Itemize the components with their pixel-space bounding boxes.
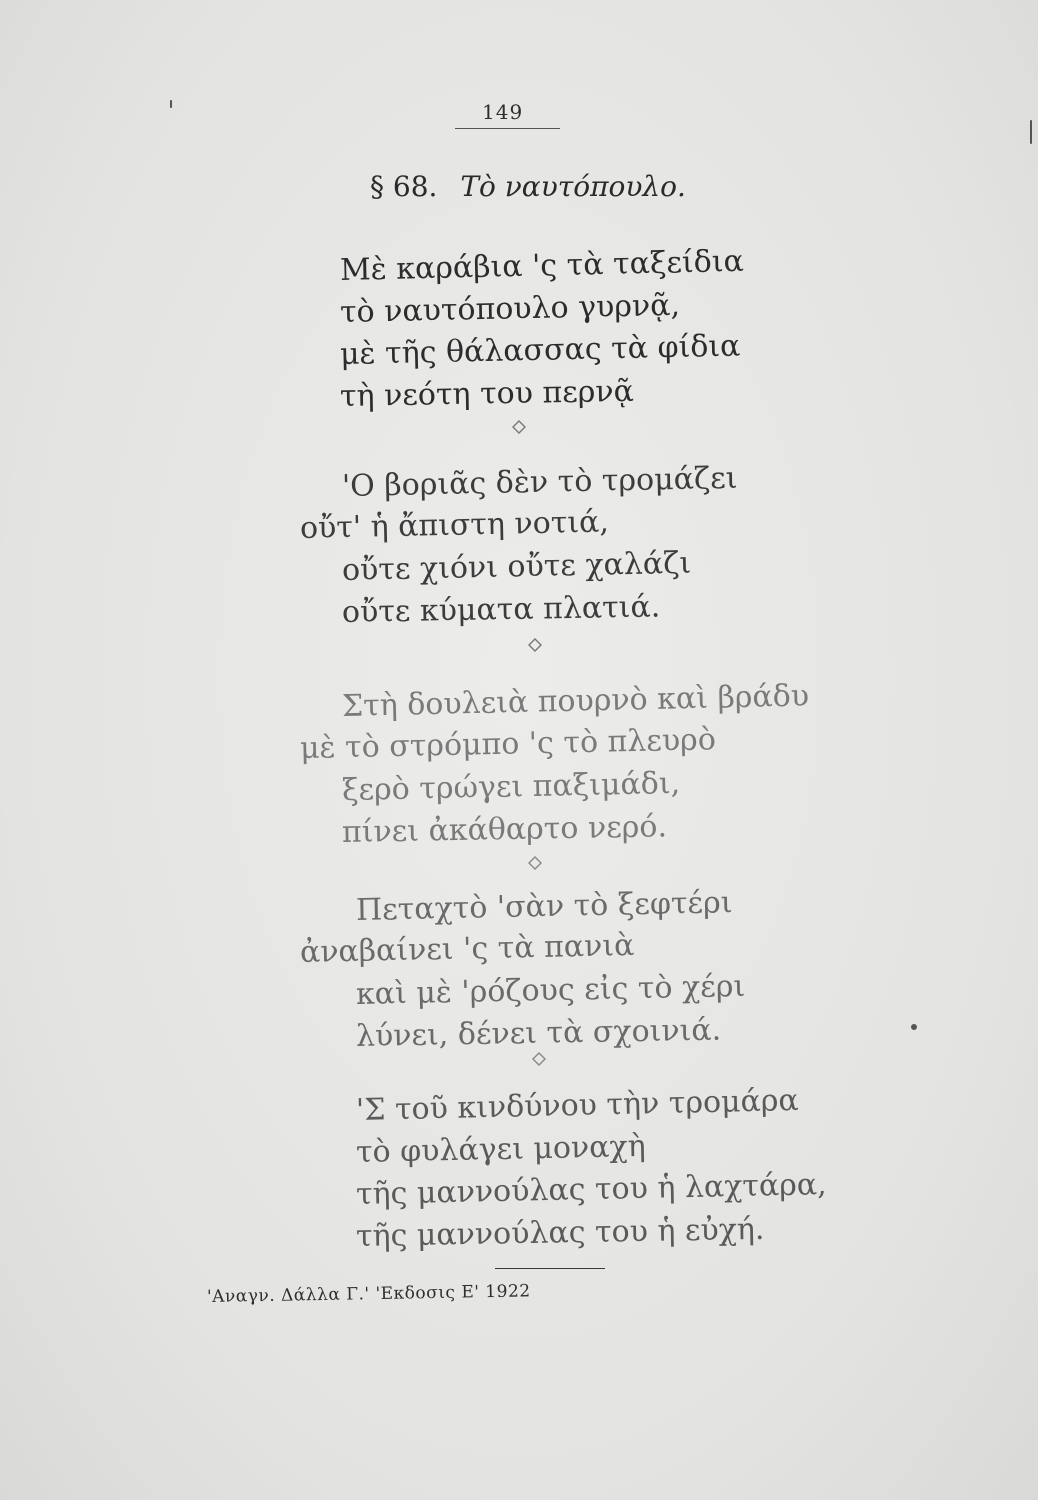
verse-line: ἀναβαίνει 'ς τὰ πανιὰ <box>299 928 635 970</box>
verse-line: τῆς μαννούλας του ἡ λαχτάρα, <box>355 1167 827 1212</box>
verse-line: ξερὸ τρώγει παξιμάδι, <box>341 765 681 808</box>
scan-speck <box>170 100 172 108</box>
verse-line: μὲ τῆς θάλασσας τὰ φίδια <box>339 328 741 372</box>
verse-line: Πεταχτὸ 'σὰν τὸ ξεφτέρι <box>355 885 733 928</box>
poem-title <box>370 170 686 203</box>
verse-line: πίνει ἀκάθαρτο νερό. <box>341 809 668 850</box>
stanza-1 <box>339 243 745 418</box>
verse-line: τὴ νεότη του περνᾷ <box>339 373 635 414</box>
scan-speck <box>911 1024 917 1030</box>
header-rule <box>455 128 560 129</box>
verse-line: 'Ο βοριᾶς δὲν τὸ τρομάζει <box>341 460 738 504</box>
stanza-5 <box>300 1082 827 1258</box>
stanza-2 <box>299 460 738 634</box>
diamond-ornament-icon <box>512 420 526 434</box>
footer-rule <box>495 1268 605 1269</box>
verse-line: τὸ φυλάγει μοναχὴ <box>355 1128 646 1170</box>
verse-line: Μὲ καράβια 'ς τὰ ταξείδια <box>339 243 745 288</box>
section-number: § 68. <box>370 170 438 203</box>
stanza-4 <box>299 885 746 1058</box>
stanza-3 <box>299 678 810 854</box>
footer-note: 'Αναγν. Δάλλα Γ.' 'Εκδοσις Ε' 1922 <box>206 1281 531 1307</box>
verse-line: οὔτε κύματα πλατιά. <box>341 589 661 630</box>
verse-line: οὔτε χιόνι οὔτε χαλάζι <box>341 545 692 588</box>
verse-line: καὶ μὲ 'ρόζους εἰς τὸ χέρι <box>355 968 746 1012</box>
verse-line: τῆς μαννούλας του ἡ εὐχή. <box>355 1211 765 1254</box>
diamond-ornament-icon <box>532 1052 546 1066</box>
diamond-ornament-icon <box>528 638 542 652</box>
scan-speck <box>1030 120 1032 144</box>
verse-line: Στὴ δουλειὰ πουρνὸ καὶ βράδυ <box>341 678 810 724</box>
verse-line: οὔτ' ἡ ἄπιστη νοτιά, <box>299 504 610 546</box>
diamond-ornament-icon <box>528 856 542 870</box>
verse-line: 'Σ τοῦ κινδύνου τὴν τρομάρα <box>355 1082 800 1128</box>
verse-line: τὸ ναυτόπουλο γυρνᾷ, <box>339 287 681 330</box>
page-number: 149 <box>482 100 524 124</box>
poem-title-text: Τὸ ναυτόπουλο. <box>460 170 686 203</box>
verse-line: λύνει, δένει τὰ σχοινιά. <box>355 1012 722 1054</box>
verse-line: μὲ τὸ στρόμπο 'ς τὸ πλευρὸ <box>299 722 717 766</box>
